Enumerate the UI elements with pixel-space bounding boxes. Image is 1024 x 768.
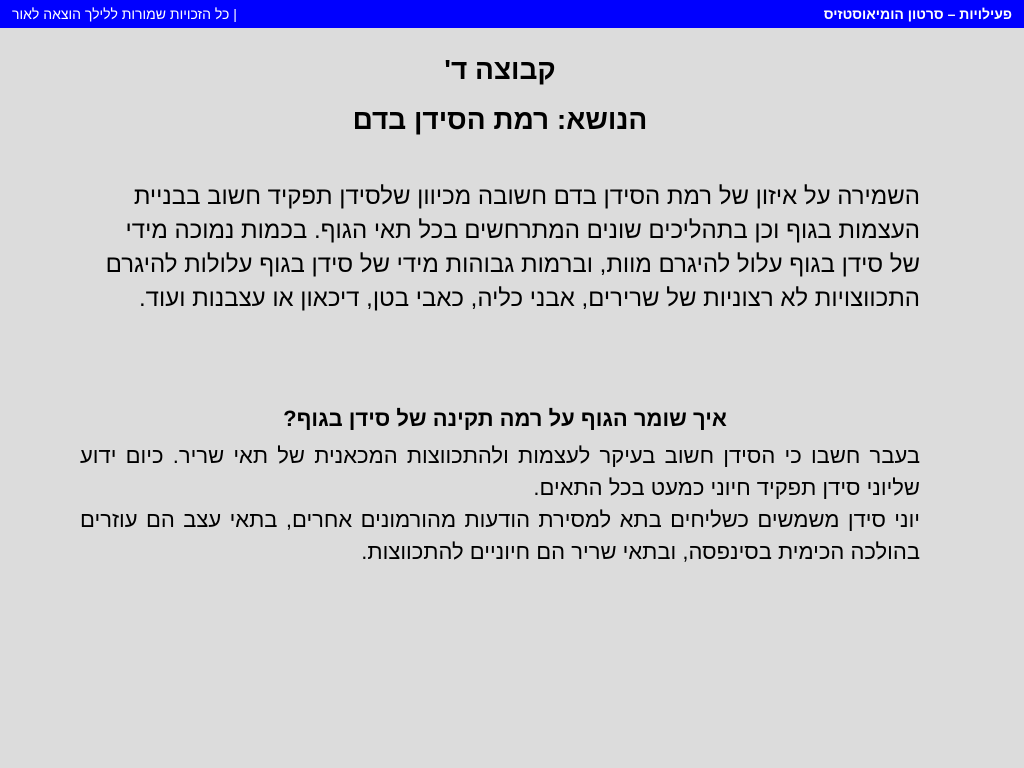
header-brand: פעילויות – סרטון הומיאוסטזיס bbox=[823, 6, 1012, 22]
page-title: קבוצה ד' bbox=[444, 54, 556, 85]
page-subtitle: הנושא: רמת הסידן בדם bbox=[352, 104, 648, 135]
slide-content bbox=[0, 28, 1024, 768]
answer-text bbox=[80, 440, 920, 568]
header-copyright: | כל הזכויות שמורות ללילך הוצאה לאור bbox=[12, 6, 237, 22]
answer-paragraph-1: בעבר חשבו כי הסידן חשוב בעיקר לעצמות ולהתכווצות המכאנית של תאי שריר. כיום ידוע שליוני סידן תפקיד חיוני כמעט בכל התאים. bbox=[80, 443, 920, 500]
intro-paragraph: השמירה על איזון של רמת הסידן בדם חשובה מכיוון שלסידן תפקיד חשוב בבניית העצמות בגוף וכן בתהליכים שונים המתרחשים בכל תאי הגוף. בכמות נמוכה מידי של סידן בגוף עלול להיגרם מוות, וברמות גבוהות מידי של סידן בגוף עלולות להיגרם התכווצויות לא רצוניות של שרירים, אבני כליה, כאבי בטן, דיכאון או עצבנות ועוד. bbox=[105, 183, 920, 312]
question-heading: איך שומר הגוף על רמה תקינה של סידן בגוף? bbox=[283, 406, 727, 431]
header-bar bbox=[0, 0, 1024, 28]
answer-paragraph-2: יוני סידן משמשים כשליחים בתא למסירת הודעות מהורמונים אחרים, בתאי עצב הם עוזרים בהולכה הכימית בסינפסה, ובתאי שריר הם חיוניים להתכווצות. bbox=[80, 507, 920, 564]
